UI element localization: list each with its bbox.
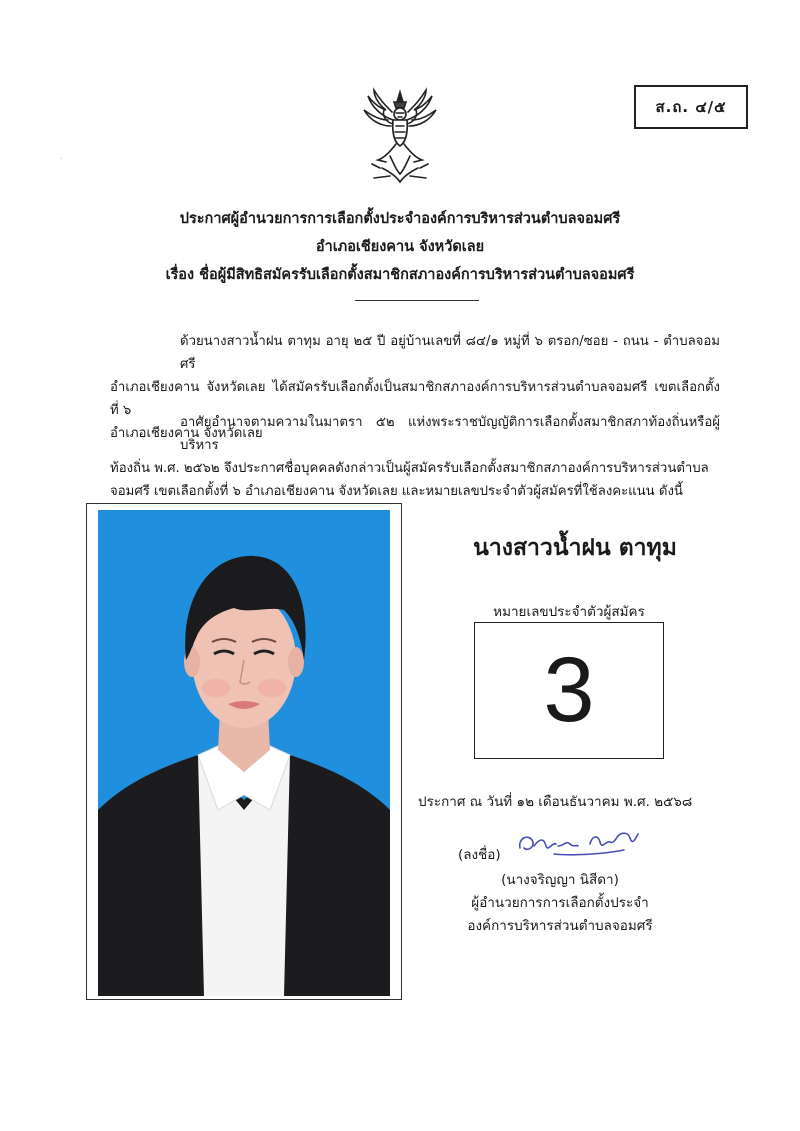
paragraph-intro-line3: อำเภอเชียงคาน จังหวัดเลย — [110, 426, 263, 441]
candidate-number-box — [474, 622, 664, 759]
paragraph-authority-line1: อาศัยอำนาจตามความในมาตรา ๕๒ แห่งพระราชบัญญัติการเลือกตั้งสมาชิกสภาท้องถิ่นหรือผู้บริหาร — [180, 415, 720, 453]
paragraph-intro-line2: อำเภอเชียงคาน จังหวัดเลย ได้สมัครรับเลือกตั้งเป็นสมาชิกสภาองค์การบริหารส่วนตำบลจอมศรี เขตเลือกตั้งที่ ๖ — [110, 380, 720, 418]
paragraph-authority-line3: จอมศรี เขตเลือกตั้งที่ ๖ อำเภอเชียงคาน จังหวัดเลย และหมายเลขประจำตัวผู้สมัครที่ใช้ลงคะแนน ดังนี้ — [110, 484, 683, 499]
signer-title-line1: ผู้อำนวยการการเลือกตั้งประจำ — [471, 895, 649, 911]
candidate-number: 3 — [543, 639, 595, 741]
announcement-date: ประกาศ ณ วันที่ ๑๒ เดือนธันวาคม พ.ศ. ๒๕๖๘ — [418, 794, 693, 810]
candidate-portrait — [98, 510, 390, 996]
signer-name: (นางจริญญา นิสีดา) — [501, 872, 619, 888]
paragraph-authority-line2: ท้องถิ่น พ.ศ. ๒๕๖๒ จึงประกาศชื่อบุคคลดังกล่าวเป็นผู้สมัครรับเลือกตั้งสมาชิกสภาองค์การบริหารส่วนตำบล — [110, 461, 709, 476]
candidate-name: นางสาวน้ำฝน ตาทุม — [473, 535, 677, 561]
candidate-photo — [86, 503, 402, 1000]
header-title-line1: ประกาศผู้อำนวยการการเลือกตั้งประจำองค์การบริหารส่วนตำบลจอมศรี — [179, 211, 621, 227]
header-subject-line: เรื่อง ชื่อผู้มีสิทธิสมัครรับเลือกตั้งสมาชิกสภาองค์การบริหารส่วนตำบลจอมศรี — [165, 267, 635, 283]
scan-speck: · — [60, 155, 63, 163]
header-divider — [355, 300, 479, 301]
candidate-number-label: หมายเลขประจำตัวผู้สมัคร — [493, 604, 645, 620]
header-title-line2: อำเภอเชียงคาน จังหวัดเลย — [315, 239, 485, 255]
paragraph-authority — [110, 411, 720, 503]
form-code-box: ส.ถ. ๔/๕ — [634, 85, 748, 129]
handwritten-signature — [514, 824, 644, 864]
paragraph-intro-line1: ด้วยนางสาวน้ำฝน ตาทุม อายุ ๒๕ ปี อยู่บ้านเลขที่ ๘๔/๑ หมู่ที่ ๖ ตรอก/ซอย - ถนน - ตำบลจอมศรี — [180, 334, 720, 372]
signer-title-line2: องค์การบริหารส่วนตำบลจอมศรี — [467, 918, 653, 934]
signature-prefix: (ลงชื่อ) — [458, 847, 501, 863]
garuda-emblem — [360, 86, 440, 186]
